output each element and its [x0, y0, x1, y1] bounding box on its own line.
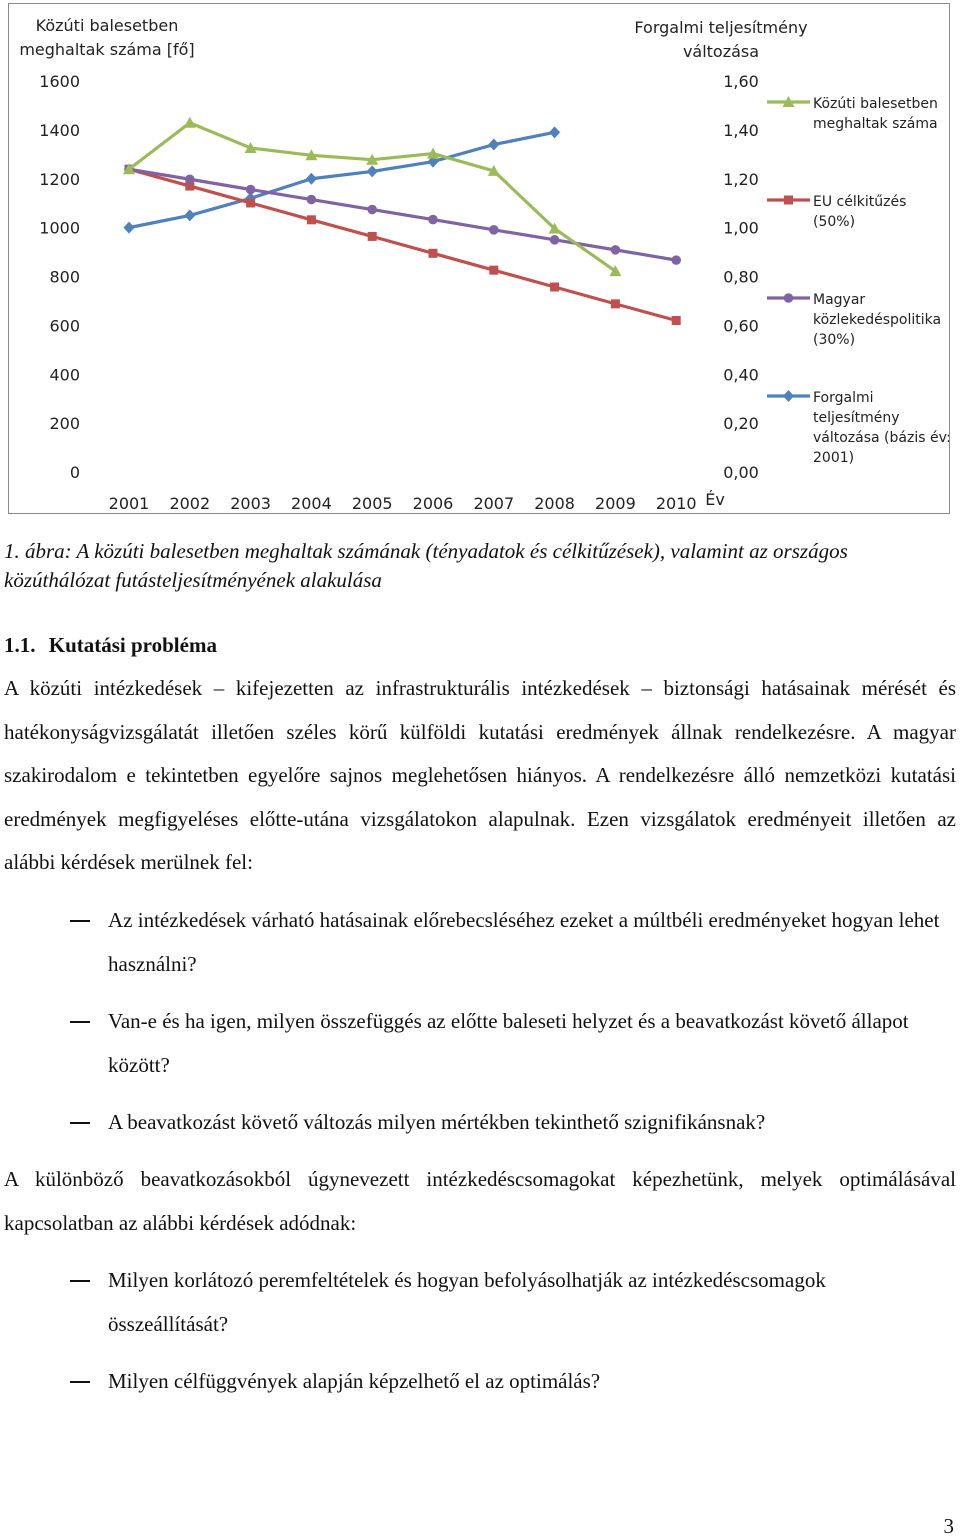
legend-label: teljesítmény — [813, 410, 900, 426]
y-right-tick: 1,20 — [723, 169, 759, 189]
data-point — [550, 283, 559, 292]
legend-label: változása (bázis év: — [813, 430, 949, 446]
data-point — [185, 174, 195, 184]
list-item — [0, 899, 940, 986]
y-left-title: Közúti balesetben — [35, 16, 179, 35]
x-tick: 2002 — [169, 494, 211, 513]
dash-bullet — [70, 1381, 90, 1383]
data-point — [307, 195, 317, 205]
data-point — [489, 225, 499, 235]
data-point — [246, 185, 256, 195]
x-tick: 2001 — [108, 494, 150, 513]
list-item — [0, 1259, 940, 1346]
section-title: Kutatási probléma — [48, 633, 217, 657]
data-point — [184, 209, 195, 221]
y-left-tick: 200 — [49, 414, 80, 434]
section-heading — [4, 633, 217, 658]
y-left-tick: 1400 — [39, 120, 80, 140]
legend-label: Forgalmi — [813, 390, 874, 406]
data-point — [124, 222, 135, 234]
x-tick: 2009 — [595, 494, 636, 513]
data-point — [428, 215, 438, 225]
data-point — [306, 173, 317, 185]
data-point — [671, 255, 681, 265]
data-point — [367, 205, 377, 215]
y-right-tick: 0,20 — [723, 414, 759, 434]
data-point — [550, 235, 560, 245]
list-item-text: Van-e és ha igen, milyen összefüggés az előtte baleseti helyzet és a beavatkozást követő állapot között? — [108, 1009, 909, 1077]
x-tick: 2006 — [412, 494, 454, 513]
legend-label: Magyar — [813, 292, 866, 308]
list-item-text: Milyen korlátozó peremfeltételek és hogyan befolyásolhatják az intézkedéscsomagok összeállítását? — [108, 1268, 826, 1336]
data-point — [672, 316, 681, 325]
data-point — [488, 139, 499, 151]
legend-swatch-marker — [784, 293, 794, 303]
series-line — [129, 123, 615, 271]
x-tick: 2008 — [534, 494, 575, 513]
dash-bullet — [70, 1021, 90, 1023]
y-right-tick: 0,80 — [723, 267, 759, 287]
data-point — [368, 232, 377, 241]
line-chart — [9, 4, 949, 513]
section-number: 1.1. — [4, 633, 36, 657]
paragraph-1: A közúti intézkedések – kifejezetten az infrastrukturális intézkedések – biztonsági hatásainak mérését és hatékonyságvizsgálatát illetően széles körű külföldi kutatási eredmények állnak rendelkezésre. A magyar szakirodalom e tekintetben egyelőre sajnos meglehetősen hiányos. A rendelkezésre álló nemzetközi kutatási eredmények megfigyeléses előtte-utána vizsgálatokon alapulnak. Ezen vizsgálatok eredményeit illetően az alábbi kérdések merülnek fel: — [4, 676, 956, 874]
y-left-tick: 1600 — [39, 72, 80, 91]
dash-bullet — [70, 1280, 90, 1282]
legend-label: (50%) — [813, 214, 856, 230]
y-right-tick: 1,40 — [723, 120, 759, 140]
legend-label: Közúti balesetben — [813, 96, 938, 112]
y-left-tick: 0 — [69, 463, 80, 482]
legend-label: meghaltak száma — [813, 116, 938, 132]
y-left-tick: 800 — [49, 267, 80, 287]
x-tick: 2007 — [473, 494, 515, 513]
y-left-title: meghaltak száma [fő] — [19, 40, 195, 59]
x-tick: 2010 — [655, 494, 697, 513]
figure-caption: 1. ábra: A közúti balesetben meghaltak számának (tényadatok és célkitűzések), valamint az országos közúthálózat futásteljesítményének alakulása — [4, 539, 848, 592]
legend-label: közlekedéspolitika — [813, 312, 942, 328]
dash-bullet — [70, 920, 90, 922]
data-point — [489, 266, 498, 275]
data-point — [184, 117, 196, 128]
legend-label: EU célkitűzés — [813, 194, 907, 210]
y-right-tick: 1,60 — [723, 72, 759, 91]
legend-label: 2001) — [813, 450, 855, 466]
data-point — [367, 165, 378, 177]
x-tick: 2003 — [230, 494, 271, 513]
list-item-text: Milyen célfüggvények alapján képzelhető el az optimálás? — [108, 1369, 601, 1393]
y-left-tick: 1200 — [39, 169, 80, 189]
y-right-tick: 0,40 — [723, 365, 759, 385]
list-item-text: Az intézkedések várható hatásainak előrebecsléséhez ezeket a múltbéli eredményeket hogyan lehet használni? — [108, 908, 940, 976]
data-point — [549, 126, 560, 138]
legend-swatch-marker — [784, 196, 793, 205]
y-right-title: változása — [682, 42, 760, 61]
legend-swatch-marker — [783, 390, 794, 402]
chart-frame — [8, 3, 950, 514]
legend-label: (30%) — [813, 332, 856, 348]
paragraph-2: A különböző beavatkozásokból úgynevezett intézkedéscsomagokat képezhetünk, melyek optimálásával kapcsolatban az alábbi kérdések adódnak: — [4, 1167, 956, 1235]
data-point — [611, 245, 621, 255]
dash-bullet — [70, 1122, 90, 1124]
y-right-tick: 0,00 — [723, 463, 759, 482]
data-point — [611, 299, 620, 308]
y-left-tick: 600 — [49, 316, 80, 336]
y-left-tick: 1000 — [39, 218, 80, 238]
question-list-2 — [0, 1259, 940, 1418]
list-item-text: A beavatkozást követő változás milyen mértékben tekinthető szignifikánsnak? — [108, 1110, 766, 1134]
y-right-title: Forgalmi teljesítmény — [634, 18, 808, 37]
list-item — [0, 1360, 940, 1404]
page-number: 3 — [943, 1514, 954, 1538]
x-tick: 2004 — [291, 494, 332, 513]
data-point — [429, 249, 438, 258]
data-point — [307, 215, 316, 224]
list-item — [0, 1101, 940, 1145]
x-tick: 2005 — [351, 494, 393, 513]
y-left-tick: 400 — [49, 365, 80, 385]
y-right-tick: 1,00 — [723, 218, 759, 238]
y-right-tick: 0,60 — [723, 316, 759, 336]
data-point — [246, 198, 255, 207]
list-item — [0, 1000, 940, 1087]
question-list-1 — [0, 899, 940, 1159]
x-axis-title: Év — [705, 490, 725, 509]
